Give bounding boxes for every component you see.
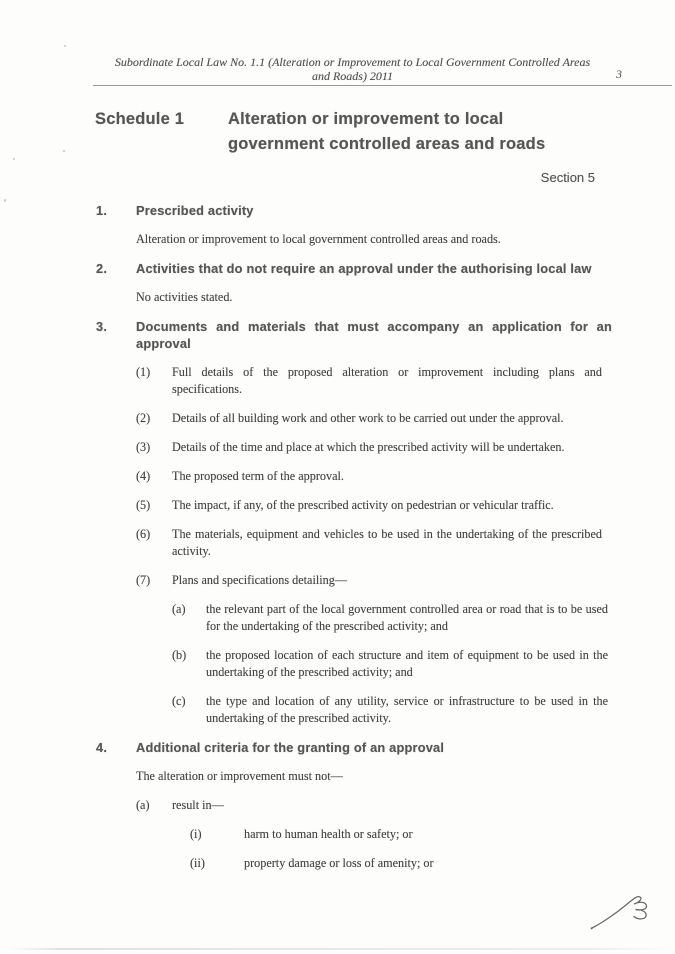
list-item	[136, 797, 612, 814]
list-item	[136, 439, 612, 456]
list-text: The materials, equipment and vehicles to be used in the undertaking of the prescribed activity.	[172, 527, 602, 558]
section-2-heading-row	[96, 260, 612, 277]
list-text: The impact, if any, of the prescribed activity on pedestrian or vehicular traffic.	[172, 498, 554, 512]
list-text: the type and location of any utility, service or infrastructure to be used in the undertaking of the prescribed activity.	[206, 694, 608, 725]
scan-speck	[63, 150, 65, 152]
section-2-body: No activities stated.	[136, 290, 233, 304]
section-heading: Additional criteria for the granting of an approval	[136, 740, 445, 755]
list-text: Plans and specifications detailing—	[172, 573, 347, 587]
section-number: 1.	[96, 203, 108, 218]
page-number: 3	[616, 67, 622, 81]
list-marker: (2)	[136, 411, 151, 425]
section-number: 2.	[96, 261, 108, 276]
schedule-label: Schedule 1	[95, 110, 185, 128]
section-reference: Section 5	[540, 170, 595, 185]
scan-speck	[4, 199, 6, 202]
list-item	[136, 364, 612, 398]
sub-list-item	[190, 855, 612, 872]
sub-list-item	[190, 826, 612, 843]
sub-list-item	[172, 647, 612, 681]
list-text: result in—	[172, 798, 224, 812]
list-text: the relevant part of the local government controlled area or road that is to be used for the undertaking of the prescribed activity; and	[206, 602, 608, 633]
section-4-body: The alteration or improvement must not—	[136, 769, 343, 783]
header-title-line2: and Roads) 2011	[311, 68, 394, 83]
section-heading: Activities that do not require an approval under the authorising local law	[136, 261, 592, 276]
list-marker: (1)	[136, 365, 151, 379]
list-text: harm to human health or safety; or	[244, 827, 413, 841]
section-heading: Documents and materials that must accompany an application for an approval	[136, 319, 612, 351]
page-header	[93, 56, 672, 86]
list-text: Details of the time and place at which the prescribed activity will be undertaken.	[172, 440, 565, 454]
list-marker: (a)	[136, 798, 150, 812]
section-1-body: Alteration or improvement to local government controlled areas and roads.	[136, 232, 501, 246]
list-marker: (7)	[136, 573, 151, 587]
scan-speck	[13, 158, 15, 160]
scan-edge-artifact	[8, 948, 675, 950]
list-text: the proposed location of each structure and item of equipment to be used in the undertaking of the prescribed activity; and	[206, 648, 608, 679]
list-text: The proposed term of the approval.	[172, 469, 344, 483]
list-marker: (ii)	[190, 856, 205, 870]
list-marker: (a)	[172, 602, 186, 616]
section-3-heading-row	[96, 318, 612, 352]
list-text: property damage or loss of amenity; or	[244, 856, 434, 870]
list-item	[136, 572, 612, 589]
scan-speck	[64, 45, 66, 47]
list-item	[136, 526, 612, 560]
list-item	[136, 468, 612, 485]
section-heading: Prescribed activity	[136, 203, 254, 218]
list-item	[136, 410, 612, 427]
list-text: Full details of the proposed alteration or improvement including plans and specifications.	[172, 365, 602, 396]
list-marker: (4)	[136, 469, 151, 483]
section-4-heading-row	[96, 739, 612, 756]
list-marker: (6)	[136, 527, 151, 541]
schedule-title: Alteration or improvement to local government controlled areas and roads	[228, 110, 546, 153]
list-marker: (5)	[136, 498, 151, 512]
list-text: Details of all building work and other work to be carried out under the approval.	[172, 411, 564, 425]
document-body	[96, 202, 612, 884]
section-1-heading-row	[96, 202, 612, 219]
schedule-title-block	[95, 107, 586, 157]
header-title-line1: Subordinate Local Law No. 1.1 (Alteration or Improvement to Local Government Controlled Areas	[114, 55, 591, 69]
list-marker: (3)	[136, 440, 151, 454]
section-number: 4.	[96, 740, 108, 755]
list-marker: (c)	[172, 694, 186, 708]
list-marker: (i)	[190, 827, 202, 841]
sub-list-item	[172, 601, 612, 635]
handwritten-initials-icon	[588, 890, 658, 934]
list-item	[136, 497, 612, 514]
list-marker: (b)	[172, 648, 187, 662]
section-number: 3.	[96, 319, 108, 334]
sub-list-item	[172, 693, 612, 727]
